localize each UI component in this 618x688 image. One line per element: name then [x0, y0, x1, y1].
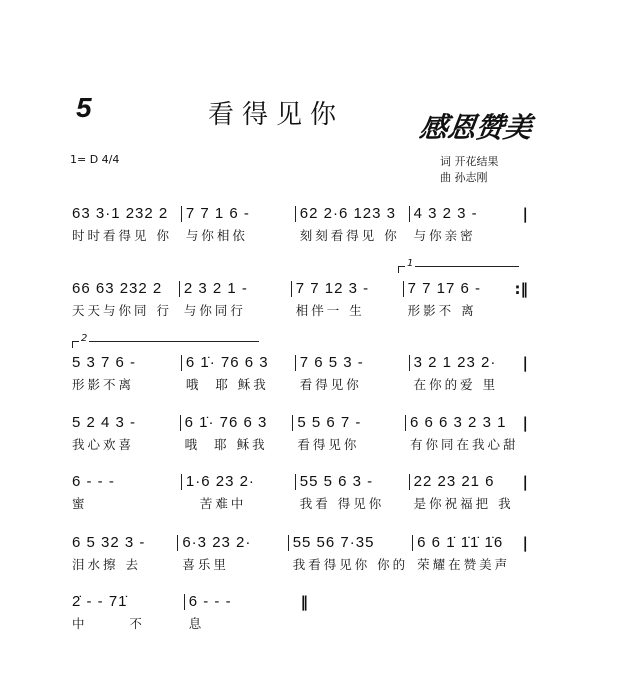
measure [292, 277, 403, 321]
end-bar-line: | [522, 205, 528, 223]
measure-lyrics: 与你亲密 [413, 228, 476, 243]
volta-1 [398, 258, 519, 273]
measure-notes: 5 2 4 3 - [72, 414, 137, 431]
collection-title: 感恩赞美 [417, 111, 535, 144]
measure [68, 202, 181, 246]
measure [68, 351, 181, 395]
measure [410, 351, 523, 395]
measure [404, 277, 515, 321]
measure-notes: 6 1̇· 76 6 3 [185, 354, 269, 371]
measure [68, 277, 179, 321]
composer: 曲 孙志刚 [440, 171, 488, 184]
measure [406, 411, 523, 455]
song-title: 看得见你 [208, 100, 345, 130]
measure-lyrics: 时时看得见 你 [72, 228, 172, 243]
measure-lyrics: 相伴一 生 [295, 303, 365, 318]
measure [68, 590, 184, 634]
measure-lyrics: 在你的爱 里 [413, 377, 499, 392]
measure [296, 351, 409, 395]
end-bar-line: | [522, 414, 529, 432]
measure [182, 351, 295, 395]
measure-lyrics: 形影不 离 [407, 303, 477, 318]
measure-notes: 2̇ - - 71̇ [72, 593, 128, 610]
measure-notes: 6 6 1̇ 1̇1̇ 1̇6 [417, 534, 504, 551]
measure [185, 590, 301, 634]
measure [68, 531, 177, 575]
measure-notes: 2 3 2 1 - [183, 280, 248, 297]
measure [296, 202, 409, 246]
measure-lyrics: 与你同行 [183, 303, 246, 318]
measure-notes: 6·3 23 2· [182, 534, 252, 551]
measure-lyrics: 我看得见你 你的 [292, 557, 409, 572]
measure-lyrics: 哦 耶 稣我 [184, 437, 268, 452]
measure-lyrics: 我心欢喜 [72, 437, 135, 452]
key-signature: 1= D 4/4 [70, 153, 120, 166]
end-bar-line: | [522, 473, 528, 491]
measure [181, 411, 293, 455]
measure-lyrics: 看得见你 [299, 377, 362, 392]
measure-lyrics: 刻刻看得见 你 [299, 228, 400, 243]
measure-notes: 7 7 17 6 - [407, 280, 482, 297]
measure-lyrics: 哦 耶 稣我 [185, 377, 269, 392]
measure-lyrics: 与你相依 [185, 228, 248, 243]
measure [410, 470, 523, 514]
measure-notes: 62 2·6 123 3 [299, 205, 396, 222]
volta-2-label: 2 [81, 333, 88, 344]
end-bar-line: | [522, 354, 528, 372]
measure-lyrics: 形影不离 [72, 377, 135, 392]
measure-lyrics: 天天与你同 行 [72, 303, 172, 318]
staff-row [68, 411, 528, 455]
measure-notes: 7 7 1 6 - [185, 205, 250, 222]
end-bar-line: ‖ [300, 593, 308, 611]
staff-row [68, 470, 528, 514]
measure [68, 470, 181, 514]
measure-lyrics: 息 [188, 616, 205, 631]
measure-notes: 6 - - - [72, 473, 115, 490]
staff-row [68, 351, 528, 395]
song-number: 5 [76, 92, 92, 123]
measure-notes: 1·6 23 2· [185, 473, 255, 490]
volta-1-label: 1 [407, 258, 414, 269]
measure-notes: 55 56 7·35 [292, 534, 375, 551]
measure-lyrics: 我看 得见你 [299, 496, 385, 511]
measure-lyrics: 是你祝福把 我 [413, 496, 514, 511]
measure [182, 202, 295, 246]
measure [410, 202, 523, 246]
measure-lyrics: 蜜 [72, 496, 88, 511]
measure-notes: 7 7 12 3 - [295, 280, 370, 297]
measure-notes: 66 63 232 2 [72, 280, 163, 297]
end-bar-line: :‖ [514, 280, 528, 298]
measure-lyrics: 喜乐里 [182, 557, 229, 572]
staff-row [68, 531, 528, 575]
measure [178, 531, 287, 575]
measure-notes: 6 5 32 3 - [72, 534, 146, 551]
measure-notes: 6 - - - [188, 593, 232, 610]
end-bar-line: | [522, 534, 528, 552]
measure [293, 411, 405, 455]
measure-notes: 22 23 21 6 [413, 473, 495, 490]
measure [182, 470, 295, 514]
measure-notes: 3 2 1 23 2· [413, 354, 497, 371]
measure-notes: 7 6 5 3 - [299, 354, 364, 371]
measure-notes: 63 3·1 232 2 [72, 205, 169, 222]
measure-lyrics: 中 不 [72, 616, 145, 631]
measure [413, 531, 522, 575]
volta-2 [72, 333, 259, 348]
lyricist: 词 开花结果 [440, 155, 499, 168]
measure-lyrics: 苦难中 [185, 496, 247, 511]
staff-row [68, 277, 528, 321]
measure-lyrics: 有你同在我心甜 [410, 437, 519, 452]
measure-notes: 5 5 6 7 - [297, 414, 362, 431]
measure-notes: 4 3 2 3 - [413, 205, 478, 222]
measure [68, 411, 180, 455]
measure [180, 277, 291, 321]
measure-lyrics: 泪水擦 去 [72, 557, 141, 572]
measure-notes: 5 3 7 6 - [72, 354, 137, 371]
measure-lyrics: 荣耀在赞美声 [417, 557, 511, 572]
staff-row [68, 590, 308, 634]
staff-row [68, 202, 528, 246]
measure-notes: 55 5 6 3 - [299, 473, 374, 490]
measure-notes: 6 6 6 3 2 3 1 [410, 414, 507, 431]
measure-lyrics: 看得见你 [297, 437, 360, 452]
measure [289, 531, 412, 575]
measure [296, 470, 409, 514]
measure-notes: 6 1̇· 76 6 3 [184, 414, 268, 431]
